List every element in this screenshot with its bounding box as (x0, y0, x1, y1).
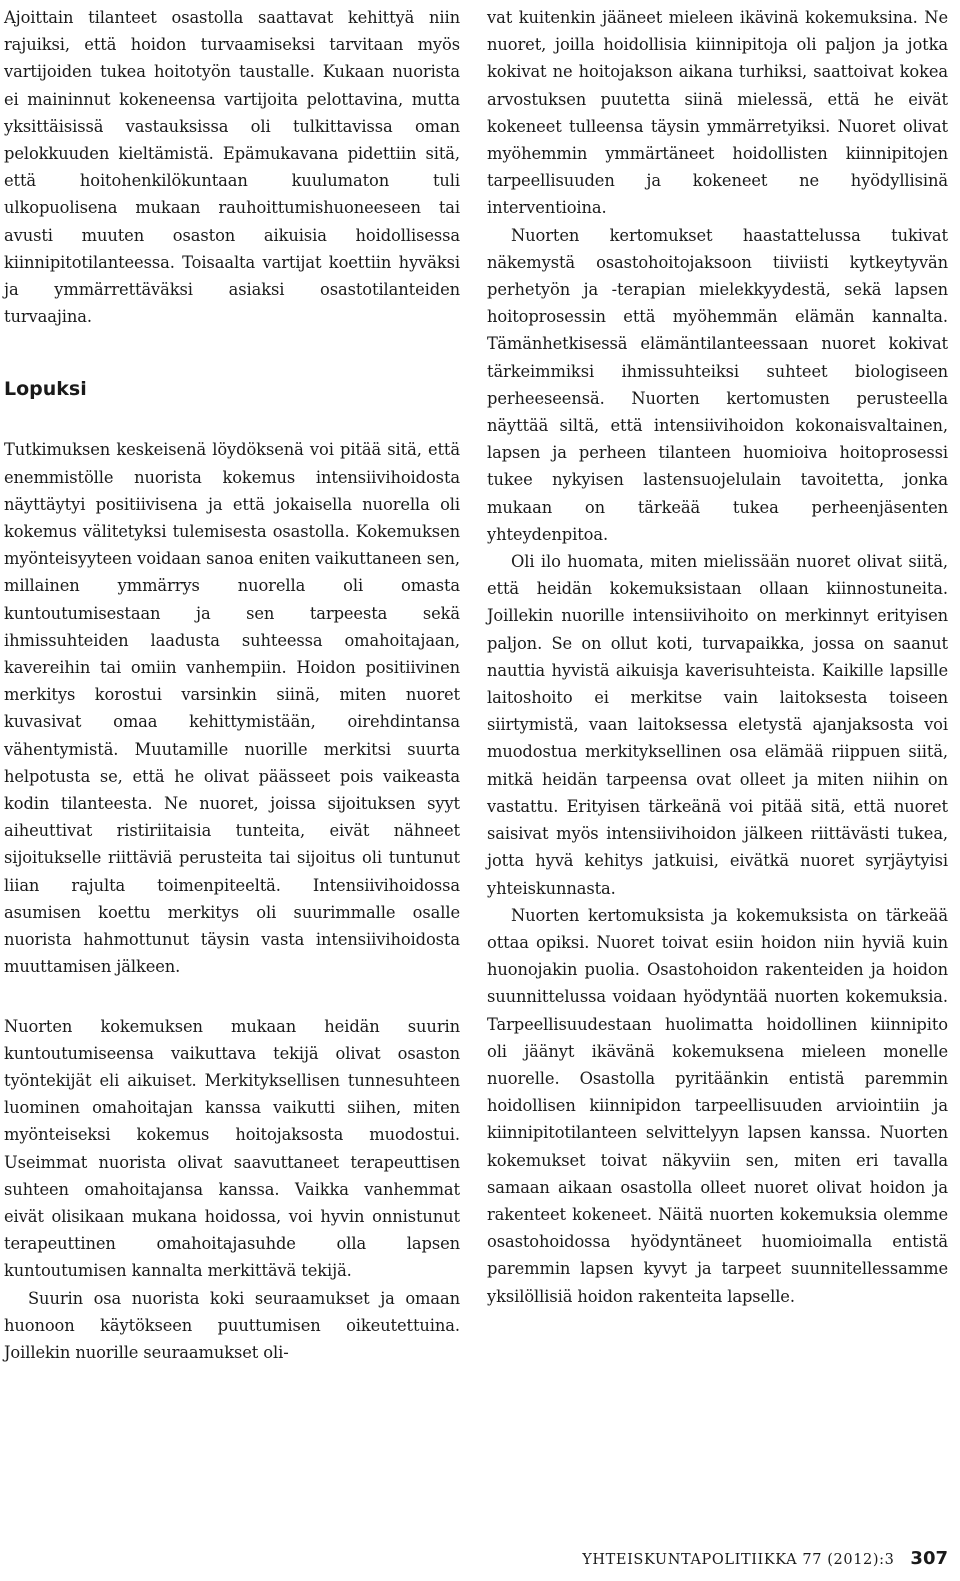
page-number: 307 (910, 1548, 948, 1569)
body-paragraph: Suurin osa nuorista koki seuraamukset ja omaan huonoon käytökseen puuttumisen oikeutettuina. Joillekin nuorille seuraamukset oli- (4, 1288, 460, 1362)
body-paragraph: Ajoittain tilanteet osastolla saattavat kehittyä niin rajuiksi, että hoidon turvaamiseksi tarvitaan myös vartijoiden tukea hoitotyön taustalle. Kukaan nuorista ei maininnut kokeneensa vartijoita pelottavina, mutta yksittäisissä vastauksissa oli tulkittavissa oman pelokkuuden kieltämistä. Epämukavana pidettiin sitä, että hoitohenkilökuntaan kuulumaton tuli ulkopuolisena mukaan rauhoittumishuoneeseen tai avusti muuten osaston aikuisia hoidollisessa kiinnipitotilanteessa. Toisaalta vartijat koettiin hyväksi ja ymmärrettäväksi asiaksi osastotilanteiden turvaajina. (4, 8, 460, 327)
right-column (487, 4, 948, 1310)
body-paragraph: Oli ilo huomata, miten mielissään nuoret olivat siitä, että heidän kokemuksistaan ollaan kiinnostuneita. Joillekin nuorille intensiivihoito on merkinnyt erityisen paljon. Se on ollut koti, turvapaikka, jossa on saanut nauttia hyvistä aikuisja kaverisuhteista. Kaikille lapsille laitoshoito ei merkitse vain laitoksesta toiseen siirtymistä, vaan laitoksessa eletystä ajanjaksosta voi muodostua merkityksellinen osa elämää riippuen siitä, mitkä heidän tarpeensa ovat olleet ja miten niihin on vastattu. Erityisen tärkeänä voi pitää sitä, että nuoret saisivat myös intensiivihoidon jälkeen riittävästi tukea, jotta hyvä kehitys jatkuisi, eivätkä nuoret syrjäytyisi yhteiskunnasta. (487, 552, 948, 898)
section-heading: Lopuksi (4, 378, 87, 401)
body-paragraph: Nuorten kertomuksista ja kokemuksista on tärkeää ottaa opiksi. Nuoret toivat esiin hoidon niin hyviä kuin huonojakin puolia. Osastohoidon rakenteiden ja hoidon suunnittelussa voidaan hyödyntää nuorten kokemuksia. Tarpeellisuudestaan huolimatta hoidollinen kiinnipito oli jäänyt ikävänä kokemuksena mieleen monelle nuorelle. Osastolla pyritäänkin entistä paremmin hoidollisen kiinnipidon tarpeellisuuden arviointiin ja kiinnipitotilanteen selvittelyyn lapsen kanssa. Nuorten kokemukset toivat näkyviin sen, miten eri tavalla samaan aikaan osastolla olleet nuoret olivat hoidon ja rakenteet kokeneet. Näitä nuorten kokemuksia olemme osastohoidossa hyödyntäneet huomioimalla entistä paremmin lapsen kyvyt ja tarpeet suunnitellessamme yksilöllisiä hoidon rakenteita lapselle. (487, 905, 948, 1306)
page-footer (582, 1548, 948, 1569)
journal-name: YHTEISKUNTAPOLITIIKKA 77 (2012):3 (582, 1552, 895, 1568)
body-paragraph: Nuorten kokemuksen mukaan heidän suurin kuntoutumiseensa vaikuttava tekijä olivat osaston työntekijät eli aikuiset. Merkityksellisen tunnesuhteen luominen omahoitajan kanssa vaikutti siihen, miten myönteiseksi kokemus hoitojaksosta muodostui. Useimmat nuorista olivat saavuttaneet terapeuttisen suhteen omahoitajansa kanssa. Vaikka vanhemmat eivät olisikaan mukana hoidossa, voi hyvin onnistunut terapeuttinen omahoitajasuhde olla lapsen kuntoutumisen kannalta merkittävä tekijä. (4, 1016, 460, 1281)
body-paragraph: vat kuitenkin jääneet mieleen ikävinä kokemuksina. Ne nuoret, joilla hoidollisia kiinnipitoja oli paljon ja jotka kokivat ne hoitojakson aikana turhiksi, saattoivat kokea arvostuksen puutetta siinä mielessä, että he eivät kokeneet tulleensa täysin ymmärretyiksi. Nuoret olivat myöhemmin ymmärtäneet hoidollisten kiinnipitojen tarpeellisuuden ja kokeneet ne hyödyllisinä interventioina. (487, 8, 948, 218)
body-paragraph: Nuorten kertomukset haastattelussa tukivat näkemystä osastohoitojaksoon tiiviisti kytkeytyvän perhetyön ja -terapian mielekkyydestä, sekä lapsen hoitoprosessin että myöhemmän elämän kannalta. Tämänhetkisessä elämäntilanteessaan nuoret kokivat tärkeimmiksi ihmissuhteiksi suhteet biologiseen perheeseensä. Nuorten kertomusten perusteella näyttää siltä, että intensiivihoidon kokonaisvaltainen, lapsen ja perheen tilanteen huomioiva hoitoprosessi tukee nykyisen lastensuojelulain tavoitetta, jonka mukaan on tärkeää tukea perheenjäsenten yhteydenpitoa. (487, 225, 948, 544)
left-column (4, 4, 460, 1366)
body-paragraph: Tutkimuksen keskeisenä löydöksenä voi pitää sitä, että enemmistölle nuorista kokemus intensiivihoidosta näyttäytyi positiivisena ja että jokaisella nuorella oli kokemus välitetyksi tulemisesta osastolla. Kokemuksen myönteisyyteen voidaan sanoa eniten vaikuttaneen sen, millainen ymmärrys nuorella oli omasta kuntoutumisestaan ja sen tarpeesta sekä ihmissuhteiden laadusta suhteessa omahoitajaan, kavereihin tai omiin vanhempiin. Hoidon positiivinen merkitys korostui varsinkin siinä, miten nuoret kuvasivat omaa kehittymistään, oirehdintansa vähentymistä. Muutamille nuorille merkitsi suurta helpotusta se, että he olivat päässeet pois vaikeasta kodin tilanteesta. Ne nuoret, joissa sijoituksen syyt aiheuttivat ristiriitaisia tunteita, eivät nähneet sijoitukselle riittäviä perusteita tai sijoitus oli tuntunut liian rajulta toimenpiteeltä. Intensiivihoidossa asumisen koettu merkitys oli suurimmalle osalle nuorista hahmottunut täysin vasta intensiivihoidosta muuttamisen jälkeen. (4, 440, 460, 977)
